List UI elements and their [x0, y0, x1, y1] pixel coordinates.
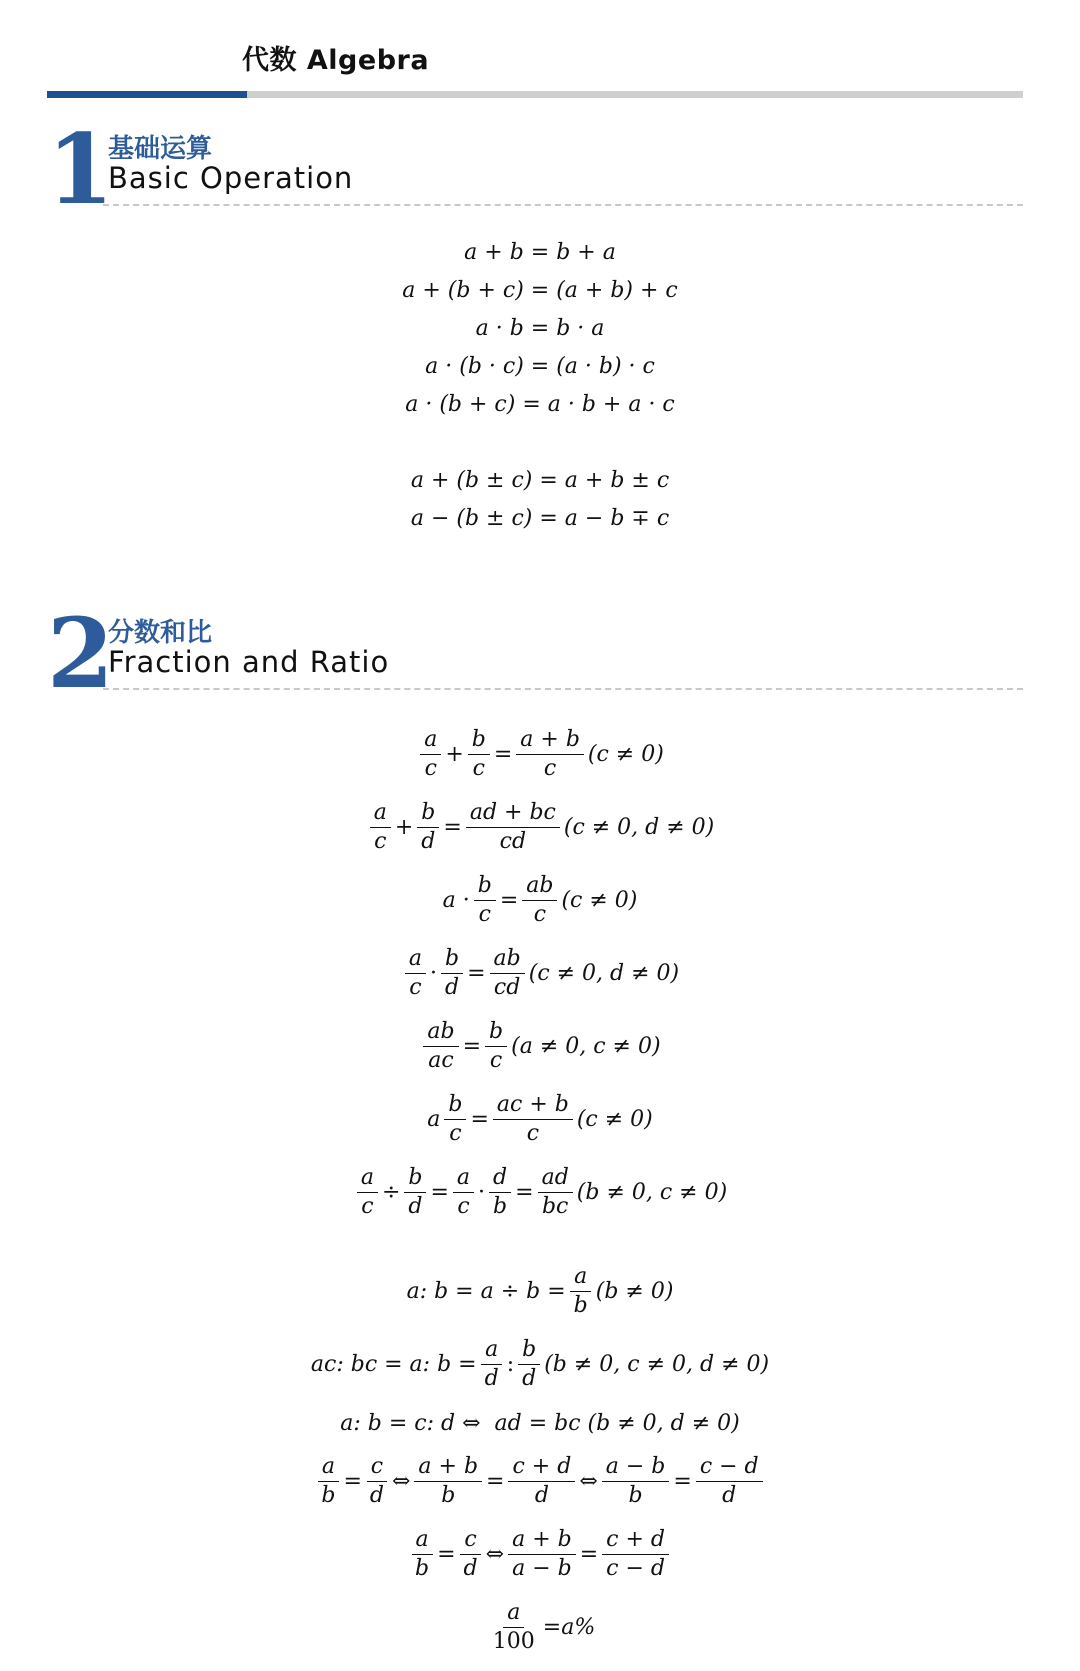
- fraction: $\frac{a}{c}$: [370, 801, 391, 854]
- fraction: $\frac{a}{100}$: [492, 1599, 535, 1654]
- page-title: 代数 Algebra: [242, 45, 430, 76]
- fraction: $\frac{c + d}{d}$: [508, 1455, 575, 1508]
- fraction: $\frac{a}{c}$: [453, 1166, 474, 1219]
- formula-plus-minus: a + (b ± c) = a + b ± c: [410, 467, 670, 493]
- fraction: $\frac{c}{d}$: [460, 1528, 482, 1581]
- section-number: 2: [47, 597, 114, 710]
- section-divider: [103, 204, 1023, 206]
- fraction: $\frac{a}{c}$: [405, 947, 426, 1000]
- formula-percent: $\frac{a}{100}$ = a%: [0, 1591, 1080, 1664]
- section-title-en: Basic Operation: [108, 161, 354, 195]
- section-title-zh: 分数和比: [108, 618, 213, 648]
- fraction: $\frac{b}{d}$: [404, 1166, 426, 1219]
- condition: (c ≠ 0): [587, 742, 664, 767]
- condition: (c ≠ 0): [576, 1107, 653, 1132]
- fraction: $\frac{a}{b}$: [317, 1455, 339, 1508]
- fraction: $\frac{b}{d}$: [518, 1338, 540, 1391]
- fraction: $\frac{b}{c}$: [485, 1020, 507, 1073]
- fraction: $\frac{ab}{ac}$: [423, 1020, 458, 1073]
- fraction: $\frac{a}{c}$: [357, 1166, 378, 1219]
- fraction: $\frac{ad}{bc}$: [538, 1166, 573, 1219]
- formula-row: [0, 309, 1080, 347]
- formula-commutative-mul: a · b = b · a: [475, 315, 605, 341]
- formula-row: [0, 461, 1080, 499]
- fraction: $\frac{ab}{cd}$: [490, 947, 525, 1000]
- section-title-en: Fraction and Ratio: [108, 645, 390, 679]
- formula-associative-mul: a · (b · c) = (a · b) · c: [425, 353, 655, 379]
- formula-componendo-dividendo: $\frac{a}{b}$ = $\frac{c}{d}$ ⇔ $\frac{a + b}{a - b}$ = $\frac{c + d}{c - d}$: [0, 1518, 1080, 1591]
- section-divider: [103, 688, 1023, 690]
- formula-simplify: $\frac{ab}{ac}$ = $\frac{b}{c}$ (a ≠ 0, c ≠ 0): [0, 1010, 1080, 1083]
- fraction: $\frac{a}{d}$: [481, 1338, 503, 1391]
- basic-operation-formulas: [0, 233, 1080, 537]
- formula-row: [0, 233, 1080, 271]
- condition: (a ≠ 0, c ≠ 0): [511, 1034, 661, 1059]
- formula-fraction-mul: $\frac{a}{c}$ · $\frac{b}{d}$ = $\frac{ab}{cd}$ (c ≠ 0, d ≠ 0): [0, 937, 1080, 1010]
- fraction: $\frac{ad + bc}{cd}$: [466, 801, 560, 854]
- fraction-ratio-formulas: [0, 718, 1080, 1664]
- formula-scalar-mul: a · $\frac{b}{c}$ = $\frac{ab}{c}$ (c ≠ 0): [442, 872, 638, 927]
- fraction: $\frac{b}{d}$: [441, 947, 463, 1000]
- fraction: $\frac{a - b}{b}$: [602, 1455, 670, 1508]
- condition: (c ≠ 0, d ≠ 0): [528, 961, 680, 986]
- condition: (b ≠ 0, c ≠ 0, d ≠ 0): [544, 1352, 770, 1377]
- formula-fraction-div: $\frac{a}{c}$ ÷ $\frac{b}{d}$ = $\frac{a}{c}$ · $\frac{d}{b}$ = $\frac{ad}{bc}$ (b ≠ 0, c ≠ 0): [0, 1156, 1080, 1229]
- formula-row: [0, 271, 1080, 309]
- condition: (b ≠ 0, c ≠ 0): [576, 1180, 728, 1205]
- section-number: 1: [47, 113, 114, 226]
- section-header-basic-operation: [47, 113, 1023, 226]
- formula-mixed-number: a $\frac{b}{c}$ = $\frac{ac + b}{c}$ (c ≠ 0): [427, 1091, 653, 1146]
- fraction: $\frac{ac + b}{c}$: [493, 1093, 573, 1146]
- formula-proportion: a: b = c: d ⇔ ad = bc (b ≠ 0, d ≠ 0): [340, 1410, 740, 1436]
- fraction: $\frac{d}{b}$: [489, 1166, 511, 1219]
- fraction: $\frac{b}{c}$: [444, 1093, 466, 1146]
- formula-commutative-add: a + b = b + a: [464, 239, 616, 265]
- formula-row: [0, 347, 1080, 385]
- title-divider: [47, 91, 1023, 98]
- formula-minus-plus-minus: a − (b ± c) = a − b ∓ c: [410, 505, 670, 531]
- fraction: $\frac{a}{b}$: [570, 1265, 592, 1318]
- formula-ratio-def: a: b = a ÷ b = $\frac{a}{b}$ (b ≠ 0): [406, 1263, 674, 1318]
- fraction: $\frac{c + d}{c - d}$: [602, 1528, 669, 1581]
- condition: (c ≠ 0): [561, 888, 638, 913]
- formula-row: [0, 385, 1080, 423]
- fraction: $\frac{b}{c}$: [468, 728, 490, 781]
- fraction: $\frac{a + b}{b}$: [414, 1455, 482, 1508]
- formula-ratio-scale: ac: bc = a: b = $\frac{a}{d}$ : $\frac{b}{d}$ (b ≠ 0, c ≠ 0, d ≠ 0): [310, 1336, 770, 1391]
- formula-same-denominator-add: $\frac{a}{c}$ + $\frac{b}{c}$ = $\frac{a + b}{c}$ (c ≠ 0): [0, 718, 1080, 791]
- formula-cross-add: $\frac{a}{c}$ + $\frac{b}{d}$ = $\frac{ad + bc}{cd}$ (c ≠ 0, d ≠ 0): [0, 791, 1080, 864]
- section-header-fraction-ratio: [47, 597, 1023, 710]
- fraction: $\frac{c - d}{d}$: [696, 1455, 763, 1508]
- condition: (c ≠ 0, d ≠ 0): [563, 815, 715, 840]
- fraction: $\frac{a + b}{a - b}$: [508, 1528, 576, 1581]
- fraction: $\frac{a}{b}$: [411, 1528, 433, 1581]
- section-title-zh: 基础运算: [108, 134, 213, 164]
- fraction: $\frac{ab}{c}$: [522, 874, 557, 927]
- fraction: $\frac{a}{c}$: [420, 728, 441, 781]
- fraction: $\frac{c}{d}$: [366, 1455, 388, 1508]
- formula-row: [0, 499, 1080, 537]
- formula-distributive: a · (b + c) = a · b + a · c: [405, 391, 675, 417]
- formula-proportion-equivalences: $\frac{a}{b}$ = $\frac{c}{d}$ ⇔ $\frac{a + b}{b}$ = $\frac{c + d}{d}$ ⇔ $\frac{a - b}{b}$ = $\frac{c - d}{d}$: [0, 1445, 1080, 1518]
- condition: (b ≠ 0): [595, 1279, 674, 1304]
- title-divider-accent: [47, 91, 247, 98]
- formula-associative-add: a + (b + c) = (a + b) + c: [402, 277, 678, 303]
- fraction: $\frac{b}{c}$: [474, 874, 496, 927]
- fraction: $\frac{b}{d}$: [417, 801, 439, 854]
- fraction: $\frac{a + b}{c}$: [516, 728, 584, 781]
